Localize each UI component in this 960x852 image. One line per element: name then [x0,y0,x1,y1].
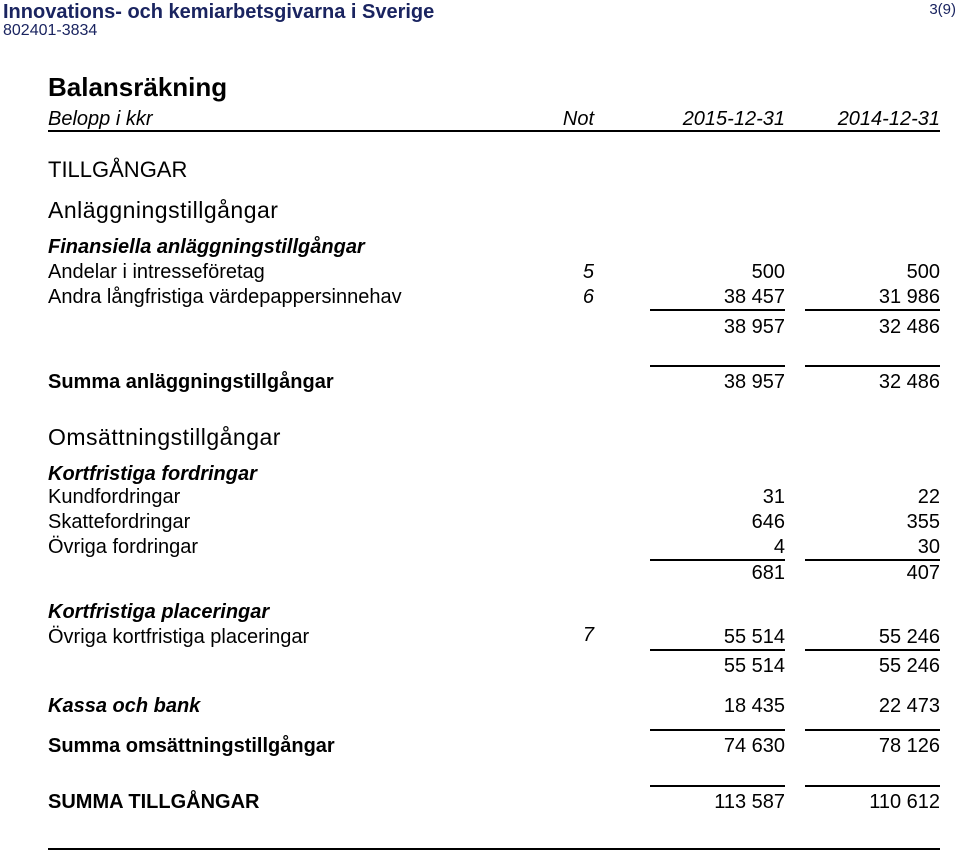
row-label: Andelar i intresseföretag [48,261,265,283]
row-label: Skattefordringar [48,511,191,533]
receivables-heading-row [0,462,960,487]
assets-heading: TILLGÅNGAR [48,157,188,182]
subtotal-rule-previous [805,309,940,311]
grand-total-rule-current [650,785,785,787]
grand-total-rule-previous [805,785,940,787]
previous-year-header: 2014-12-31 [837,108,940,130]
row-label: Kundfordringar [48,486,181,508]
subtotal-previous-value: 32 486 [878,316,940,338]
row-note: 7 [582,624,594,646]
financial-assets-heading-row [0,235,960,260]
header-divider [48,130,940,132]
subtotal-rule-current [650,649,785,651]
total-current-value: 38 957 [723,371,785,393]
total-current-value: 74 630 [723,735,785,757]
amount-unit-header: Belopp i kkr [48,108,153,130]
page-number: 3(9) [929,1,956,18]
grand-total-label: SUMMA TILLGÅNGAR [48,791,260,813]
current-year-header: 2015-12-31 [682,108,785,130]
row-previous-value: 355 [906,511,940,533]
current-assets-total-row [0,734,960,759]
row-label: Andra långfristiga värdepappersinnehav [48,286,402,308]
row-previous-value: 500 [906,261,940,283]
row-current-value: 4 [773,536,785,558]
row-note: 5 [582,261,594,283]
fixed-assets-heading: Anläggningstillgångar [48,197,279,223]
row-current-value: 38 457 [723,286,785,308]
column-header-row [0,107,960,132]
row-previous-value: 22 [917,486,940,508]
subtotal-row [0,315,960,340]
row-current-value: 646 [751,511,785,533]
grand-total-previous-value: 110 612 [869,791,940,813]
table-row [0,510,960,535]
subtotal-row [0,654,960,679]
receivables-heading: Kortfristiga fordringar [48,463,257,485]
row-label: Övriga kortfristiga placeringar [48,626,310,648]
bottom-divider [48,848,940,850]
cash-previous-value: 22 473 [878,695,940,717]
table-row [0,625,960,650]
cash-and-bank-row [0,694,960,719]
subtotal-current-value: 55 514 [723,655,785,677]
subtotal-rule-previous [805,649,940,651]
organization-name: Innovations- och kemiarbetsgivarna i Sverige [3,1,435,23]
investments-heading: Kortfristiga placeringar [48,601,270,623]
total-rule-current [650,729,785,731]
subtotal-previous-value: 55 246 [878,655,940,677]
subtotal-previous-value: 407 [906,562,940,584]
table-row [0,260,960,285]
subtotal-row [0,561,960,586]
row-current-value: 500 [751,261,785,283]
fixed-assets-heading-row [0,196,960,224]
table-row [0,485,960,510]
total-rule-previous [805,729,940,731]
cash-current-value: 18 435 [723,695,785,717]
total-rule-current [650,365,785,367]
total-rule-previous [805,365,940,367]
current-assets-heading-row [0,423,960,451]
assets-heading-row [0,156,960,184]
row-previous-value: 55 246 [878,626,940,648]
row-note: 6 [582,286,594,308]
grand-total-current-value: 113 587 [714,791,785,813]
fixed-assets-total-row [0,370,960,395]
total-previous-value: 78 126 [878,735,940,757]
row-previous-value: 30 [917,536,940,558]
total-previous-value: 32 486 [878,371,940,393]
organization-number: 802401-3834 [3,22,98,39]
assets-grand-total-row [0,790,960,815]
financial-assets-heading: Finansiella anläggningstillgångar [48,236,365,258]
row-previous-value: 31 986 [878,286,940,308]
subtotal-rule-current [650,309,785,311]
row-current-value: 31 [762,486,785,508]
row-label: Övriga fordringar [48,536,199,558]
page-title: Balansräkning [48,72,228,102]
subtotal-current-value: 38 957 [723,316,785,338]
current-assets-heading: Omsättningstillgångar [48,424,281,450]
table-row [0,285,960,310]
total-label: Summa anläggningstillgångar [48,371,334,393]
investments-heading-row [0,600,960,625]
table-row [0,535,960,560]
subtotal-current-value: 681 [751,562,785,584]
row-current-value: 55 514 [723,626,785,648]
cash-and-bank-label: Kassa och bank [48,695,201,717]
total-label: Summa omsättningstillgångar [48,735,335,757]
note-column-header: Not [562,108,594,130]
